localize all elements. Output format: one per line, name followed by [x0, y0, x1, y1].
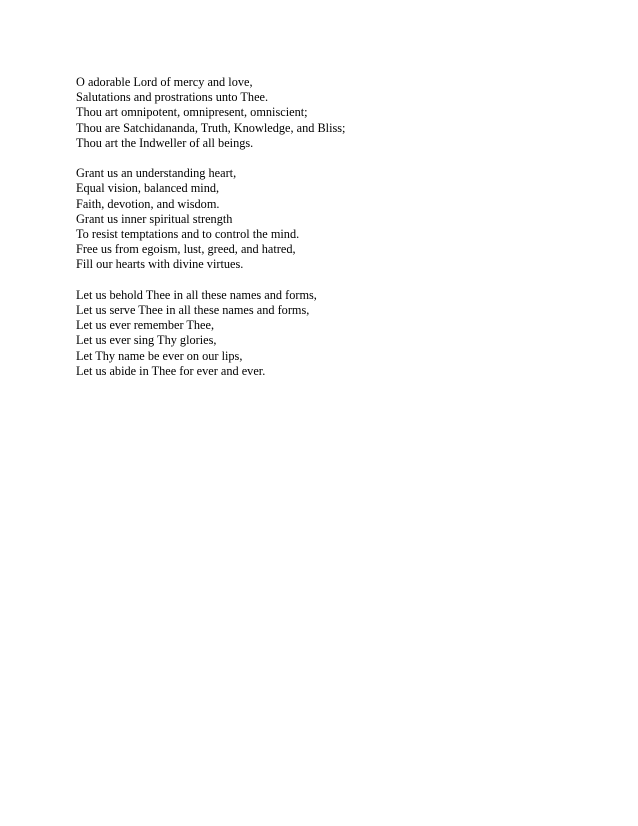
- poem-line: Thou are Satchidananda, Truth, Knowledge, and Bliss;: [76, 120, 346, 135]
- poem-line: Grant us inner spiritual strength: [76, 211, 233, 226]
- poem-line: Equal vision, balanced mind,: [76, 181, 220, 196]
- poem-line: Thou art omnipotent, omnipresent, omniscient;: [76, 105, 308, 120]
- poem-line: Let us abide in Thee for ever and ever.: [76, 363, 266, 378]
- poem-line: To resist temptations and to control the mind.: [76, 227, 300, 242]
- poem-line: Let us ever sing Thy glories,: [76, 333, 217, 348]
- poem-line: Thou art the Indweller of all beings.: [76, 135, 254, 150]
- poem-line: Let us behold Thee in all these names and forms,: [76, 287, 317, 302]
- poem-line: Faith, devotion, and wisdom.: [76, 196, 220, 211]
- poem-line: Grant us an understanding heart,: [76, 166, 237, 181]
- poem-line: Let Thy name be ever on our lips,: [76, 348, 243, 363]
- stanza-3: [76, 288, 596, 379]
- stanza-1: [76, 75, 596, 151]
- stanza-2: [76, 166, 596, 272]
- poem-line: Fill our hearts with divine virtues.: [76, 257, 244, 272]
- poem-line: Let us ever remember Thee,: [76, 318, 215, 333]
- poem-line: Let us serve Thee in all these names and forms,: [76, 303, 310, 318]
- poem-text: [76, 75, 596, 394]
- poem-line: Free us from egoism, lust, greed, and hatred,: [76, 242, 296, 257]
- poem-line: O adorable Lord of mercy and love,: [76, 75, 253, 89]
- poem-line: Salutations and prostrations unto Thee.: [76, 90, 269, 105]
